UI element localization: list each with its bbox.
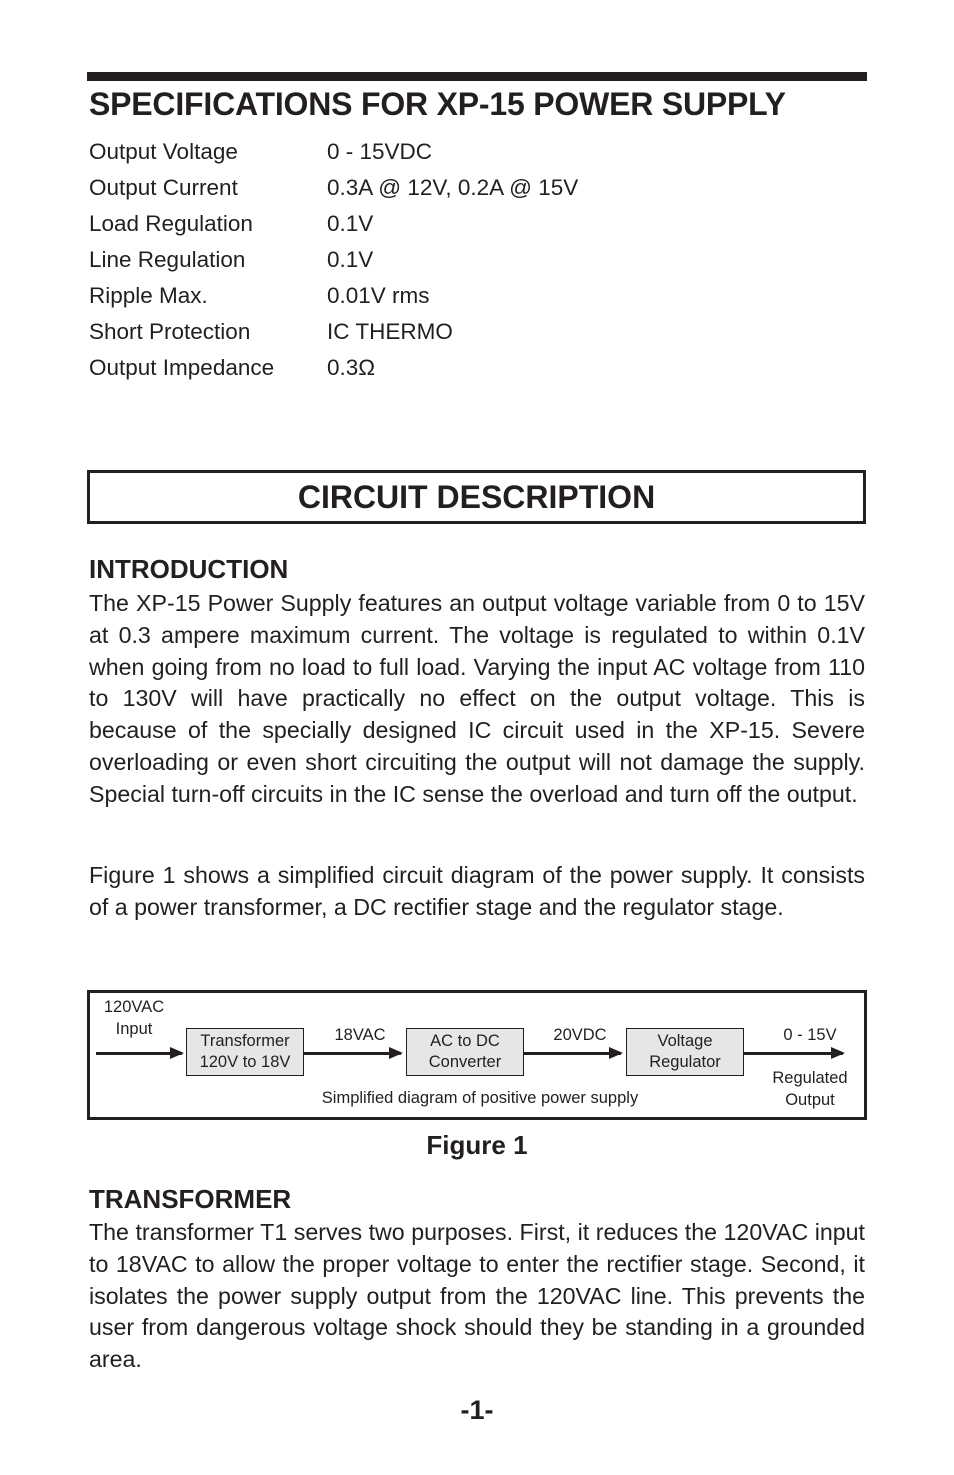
spec-label: Output Current (89, 175, 238, 200)
figure-caption: Figure 1 (426, 1130, 528, 1160)
introduction-paragraph: The XP-15 Power Supply features an output voltage variable from 0 to 15V at 0.3 ampere maximum current. The voltage is regulated to within 0.1V when going from no load to full load. Varying the input AC voltage from 110 to 130V will have practically no effect on the output voltage. This is because of the specially designed IC circuit used in the XP-15. Severe overloading or even short circuiting the output will not damage the supply. Special turn-off circuits in the IC sense the overload and turn off the output. (89, 590, 865, 807)
link-label: 18VAC (334, 1026, 386, 1044)
transformer-paragraph: The transformer T1 serves two purposes. First, it reduces the 120VAC input to 18VAC to allow the proper voltage to enter the rectifier stage. Second, it isolates the power supply output from the 120VAC line. This prevents the user from dangerous voltage shock should they be standing in a grounded area. (89, 1219, 865, 1373)
input-label-line1: 120VAC (103, 998, 165, 1016)
spec-label: Line Regulation (89, 247, 246, 272)
spec-label: Ripple Max. (89, 283, 208, 308)
converter-block (406, 1028, 524, 1076)
top-rule (87, 72, 867, 81)
figure-1-diagram (87, 990, 867, 1120)
transformer-heading: TRANSFORMER (89, 1184, 292, 1214)
spec-value: 0 - 15VDC (327, 139, 433, 164)
circuit-description-title: CIRCUIT DESCRIPTION (297, 479, 656, 515)
spec-value: 0.1V (327, 211, 374, 236)
block-label: Regulator (649, 1053, 721, 1071)
regulator-block (626, 1028, 744, 1076)
input-arrow (96, 1052, 182, 1055)
output-arrow (744, 1052, 843, 1055)
output-label (762, 1067, 858, 1111)
spec-value: 0.3Ω (327, 355, 376, 380)
arrow (524, 1052, 621, 1055)
block-label: 120V to 18V (199, 1053, 291, 1071)
spec-label: Load Regulation (89, 211, 253, 236)
block-label: Voltage (657, 1032, 713, 1050)
block-label: Converter (428, 1053, 502, 1071)
output-label-line1: Regulated (772, 1069, 848, 1087)
figure-intro-paragraph: Figure 1 shows a simplified circuit diagram of the power supply. It consists of a power transformer, a DC rectifier stage and the regulator stage. (89, 862, 865, 920)
spec-label: Output Voltage (89, 139, 238, 164)
transformer-block (186, 1028, 304, 1076)
output-label-line2: Output (785, 1091, 835, 1109)
page-number: -1- (460, 1395, 494, 1425)
spec-value: IC THERMO (327, 319, 453, 344)
spec-label: Output Impedance (89, 355, 275, 380)
input-label (98, 996, 170, 1040)
block-label: AC to DC (430, 1032, 500, 1050)
spec-value: 0.01V rms (327, 283, 430, 308)
link-label: 20VDC (553, 1026, 607, 1044)
spec-value: 0.3A @ 12V, 0.2A @ 15V (327, 175, 579, 200)
spec-value: 0.1V (327, 247, 374, 272)
spec-label: Short Protection (89, 319, 251, 344)
circuit-description-banner (87, 470, 866, 524)
diagram-caption: Simplified diagram of positive power supply (321, 1089, 639, 1107)
introduction-heading: INTRODUCTION (89, 554, 289, 584)
link-label: 0 - 15V (783, 1026, 837, 1044)
input-label-line2: Input (115, 1020, 153, 1038)
arrow (304, 1052, 401, 1055)
block-label: Transformer (200, 1032, 290, 1050)
specifications-title: SPECIFICATIONS FOR XP-15 POWER SUPPLY (89, 86, 786, 122)
